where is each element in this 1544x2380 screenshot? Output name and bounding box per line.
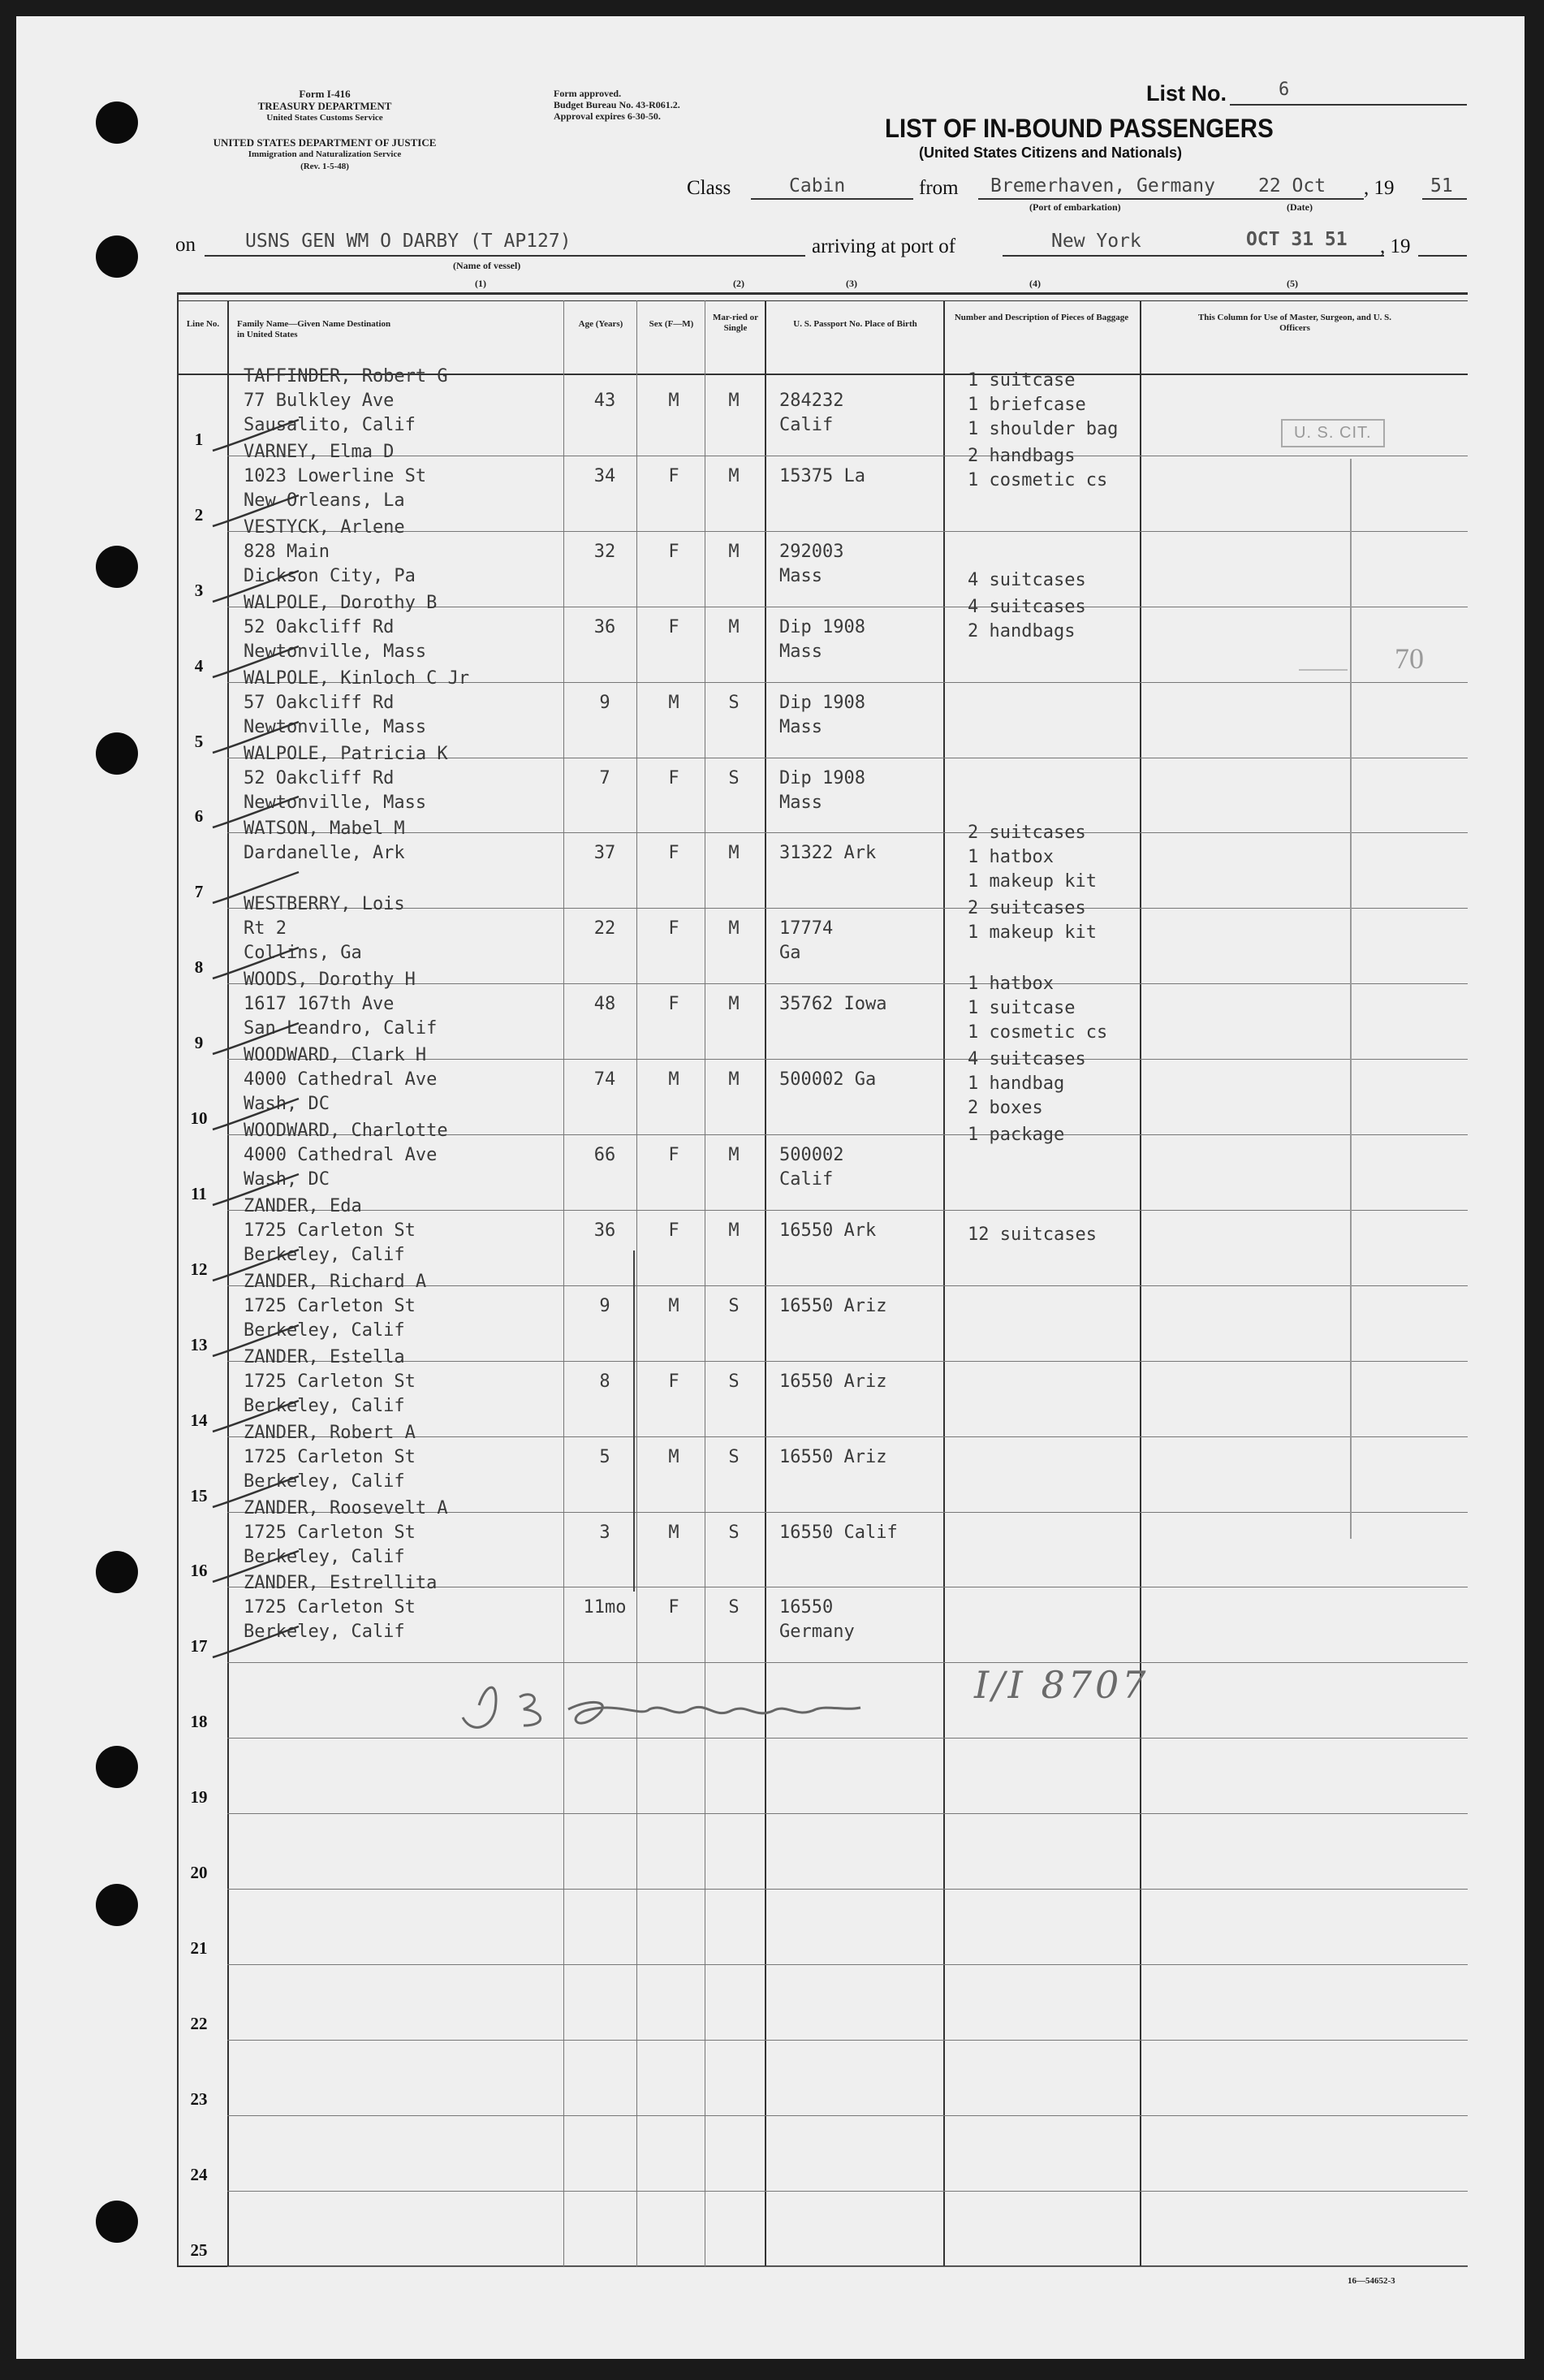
row-divider (227, 2040, 1468, 2041)
line-number: 13 (190, 1334, 208, 1354)
passport-number: 35762 Iowa (779, 994, 887, 1015)
passport-number: Dip 1908 (779, 767, 865, 788)
destination-city: Berkeley, Calif (244, 1244, 405, 1265)
age: 9 (599, 692, 610, 713)
destination-city: Berkeley, Calif (244, 1622, 405, 1643)
line-number: 24 (190, 2164, 208, 2184)
marital-status: S (728, 1371, 740, 1392)
place-of-birth: Mass (779, 565, 822, 586)
passport-number: 16550 Calif (779, 1522, 898, 1543)
sex: M (668, 692, 679, 713)
baggage-item: 2 suitcases (968, 898, 1086, 919)
col-header-sex: Sex (F—M) (649, 319, 694, 329)
passenger-name: ZANDER, Estrellita (244, 1573, 438, 1594)
line-number: 10 (190, 1108, 208, 1128)
underline (751, 198, 913, 200)
place-of-birth: Ga (779, 943, 801, 964)
port-of-embarkation: Bremerhaven, Germany (990, 175, 1215, 197)
row-divider (227, 832, 1468, 833)
passport-number: Dip 1908 (779, 692, 865, 713)
line-number: 5 (194, 731, 204, 751)
baggage-item: 4 suitcases (968, 596, 1086, 617)
passenger-name: ZANDER, Estella (244, 1346, 405, 1367)
class-value: Cabin (789, 175, 846, 197)
place-of-birth: Calif (779, 415, 834, 435)
line-number: 18 (190, 1712, 208, 1732)
handwritten-annotation (455, 1661, 1283, 1742)
destination-city: Collins, Ga (244, 943, 362, 964)
passenger-name: VESTYCK, Arlene (244, 516, 405, 538)
destination-address: 1725 Carleton St (244, 1597, 416, 1618)
sex: M (668, 1295, 679, 1316)
sex: F (668, 616, 679, 637)
vessel-name: USNS GEN WM O DARBY (T AP127) (245, 231, 571, 252)
marital-status: M (728, 1069, 740, 1091)
row-divider (227, 908, 1468, 909)
baggage-item: 1 package (968, 1125, 1065, 1145)
destination-city: Wash, DC (244, 1169, 330, 1190)
line-number: 19 (190, 1787, 208, 1808)
line-number: 12 (190, 1259, 208, 1279)
passport-number: 15375 La (779, 465, 865, 486)
place-of-birth: Mass (779, 716, 822, 737)
underline (205, 255, 805, 257)
passenger-name: WALPOLE, Dorothy B (244, 592, 438, 613)
arrival-date-stamp: OCT 31 51 (1246, 229, 1348, 250)
row-divider (227, 2191, 1468, 2192)
destination-city: Berkeley, Calif (244, 1546, 405, 1567)
age: 37 (593, 843, 616, 864)
punch-hole (96, 102, 138, 144)
row-divider (227, 531, 1468, 532)
column-divider (563, 300, 564, 2267)
destination-address: 1617 167th Ave (244, 994, 395, 1015)
customs-service: United States Customs Service (266, 113, 383, 123)
sex: F (668, 1220, 679, 1241)
margin-dash (1299, 669, 1348, 671)
immigration-service: Immigration and Naturalization Service (248, 149, 402, 159)
line-number: 6 (194, 806, 204, 827)
list-no-value: 6 (1279, 80, 1290, 100)
col-header-married: Mar-ried or Single (712, 313, 759, 333)
column-divider (943, 300, 945, 2267)
page-subtitle: (United States Citizens and Nationals) (919, 145, 1183, 161)
column-number: (4) (1029, 278, 1041, 289)
passenger-name: ZANDER, Roosevelt A (244, 1497, 448, 1518)
line-number: 17 (190, 1636, 208, 1656)
destination-address: 4000 Cathedral Ave (244, 1069, 438, 1091)
approval-line: Approval expires 6-30-50. (554, 110, 661, 122)
line-number: 9 (194, 1033, 204, 1053)
sex: F (668, 767, 679, 788)
baggage-item: 2 boxes (968, 1098, 1043, 1119)
marital-status: M (728, 391, 740, 411)
passenger-name: WESTBERRY, Lois (244, 894, 405, 915)
line-number: 23 (190, 2088, 208, 2109)
punch-hole (96, 1551, 138, 1593)
passport-number: 16550 Ariz (779, 1295, 887, 1316)
passport-number: Dip 1908 (779, 616, 865, 637)
underline (1230, 104, 1467, 106)
destination-city: Wash, DC (244, 1094, 330, 1115)
place-of-birth: Mass (779, 792, 822, 813)
place-of-birth: Germany (779, 1622, 855, 1643)
destination-address: 4000 Cathedral Ave (244, 1145, 438, 1165)
marital-status: S (728, 1522, 740, 1543)
passenger-name: TAFFINDER, Robert G (244, 366, 448, 387)
row-divider (227, 1210, 1468, 1211)
approval-line: Form approved. (554, 88, 622, 99)
baggage-item: 1 hatbox (968, 847, 1054, 868)
destination-city: Dickson City, Pa (244, 565, 416, 586)
underline (978, 198, 1254, 200)
baggage-item: 4 suitcases (968, 569, 1086, 590)
passenger-name: ZANDER, Robert A (244, 1422, 416, 1443)
line-number: 15 (190, 1485, 208, 1505)
column-divider (636, 300, 637, 2267)
destination-city: Newtonville, Mass (244, 716, 427, 737)
marital-status: M (728, 616, 740, 637)
table-top-border (177, 292, 1468, 295)
sex: M (668, 1446, 679, 1467)
destination-address: 1725 Carleton St (244, 1220, 416, 1241)
marital-status: S (728, 1295, 740, 1316)
age: 5 (599, 1446, 610, 1467)
sex: M (668, 1522, 679, 1543)
line-number: 1 (194, 429, 204, 449)
form-id: Form I-416 (299, 88, 351, 100)
destination-city: Newtonville, Mass (244, 792, 427, 813)
marital-status: M (728, 1145, 740, 1165)
baggage-item: 1 cosmetic cs (968, 469, 1108, 490)
passenger-name: WALPOLE, Patricia K (244, 743, 448, 764)
sex: M (668, 391, 679, 411)
bracket-mark (633, 1250, 635, 1592)
form-id-block (227, 88, 422, 124)
line-number: 16 (190, 1561, 208, 1581)
line-number: 22 (190, 2013, 208, 2033)
passenger-name: WOODWARD, Charlotte (244, 1121, 448, 1141)
marital-status: S (728, 1597, 740, 1618)
baggage-item: 1 shoulder bag (968, 419, 1119, 439)
passport-number: 292003 (779, 541, 844, 562)
us-cit-stamp: U. S. CIT. (1281, 419, 1385, 447)
passport-number: 16550 Ariz (779, 1446, 887, 1467)
sex: F (668, 1145, 679, 1165)
row-divider (227, 1889, 1468, 1890)
punch-hole (96, 1746, 138, 1788)
underline (1254, 198, 1364, 200)
column-number: (3) (846, 278, 857, 289)
passport-number: 284232 (779, 391, 844, 411)
marital-status: M (728, 541, 740, 562)
sex: F (668, 918, 679, 939)
check-mark (209, 1622, 307, 1662)
underline (1422, 198, 1467, 200)
destination-address: 52 Oakcliff Rd (244, 767, 395, 788)
age: 11mo (583, 1597, 627, 1618)
col-header-officers: This Column for Use of Master, Surgeon, and U. S. Officers (1197, 313, 1392, 333)
justice-dept: UNITED STATES DEPARTMENT OF JUSTICE (213, 136, 437, 149)
destination-city: Berkeley, Calif (244, 1395, 405, 1416)
footer-code: 16—54652-3 (1348, 2276, 1395, 2286)
marital-status: S (728, 692, 740, 713)
line-number: 2 (194, 504, 204, 525)
vessel-caption: (Name of vessel) (453, 260, 521, 271)
baggage-item: 1 hatbox (968, 974, 1054, 995)
place-of-birth: Calif (779, 1169, 834, 1190)
embarkation-date: 22 Oct (1258, 175, 1326, 197)
passenger-name: WATSON, Mabel M (244, 819, 405, 840)
age: 9 (599, 1295, 610, 1316)
destination-address: 1725 Carleton St (244, 1522, 416, 1543)
class-label: Class (687, 177, 731, 199)
baggage-item: 2 handbags (968, 620, 1076, 641)
baggage-item: 1 suitcase (968, 998, 1076, 1019)
row-divider (227, 2115, 1468, 2116)
year2-prefix: , 19 (1380, 235, 1411, 257)
arriving-label: arriving at port of (812, 235, 956, 257)
col-header-name: Family Name—Given Name Destination in United States (237, 319, 391, 339)
age: 34 (593, 465, 616, 486)
destination-address: 1725 Carleton St (244, 1295, 416, 1316)
age: 48 (593, 994, 616, 1015)
revision: (Rev. 1-5-48) (300, 162, 349, 171)
baggage-item: 1 makeup kit (968, 871, 1097, 892)
line-number: 3 (194, 580, 204, 600)
approval-line: Budget Bureau No. 43-R061.2. (554, 99, 680, 110)
destination-address: 828 Main (244, 541, 330, 562)
baggage-item: 1 cosmetic cs (968, 1022, 1108, 1043)
age: 36 (593, 616, 616, 637)
date-caption: (Date) (1287, 201, 1313, 213)
destination-address: 1725 Carleton St (244, 1371, 416, 1392)
sex: F (668, 994, 679, 1015)
row-divider (227, 1964, 1468, 1965)
passport-number: 17774 (779, 918, 834, 939)
marital-status: S (728, 1446, 740, 1467)
line-number: 14 (190, 1410, 208, 1430)
baggage-item: 2 handbags (968, 445, 1076, 466)
handwritten-note: I/I 8707 (974, 1663, 1149, 1707)
on-label: on (175, 234, 196, 256)
passport-number: 16550 (779, 1597, 834, 1618)
age: 32 (593, 541, 616, 562)
marital-status: M (728, 918, 740, 939)
line-number: 11 (191, 1183, 207, 1203)
column-number: (2) (733, 278, 744, 289)
row-divider (227, 1813, 1468, 1814)
col-header-line-no: Line No. (186, 319, 220, 329)
sex: F (668, 843, 679, 864)
age: 36 (593, 1220, 616, 1241)
passport-number: 500002 (779, 1145, 844, 1165)
baggage-item: 4 suitcases (968, 1049, 1086, 1070)
passport-number: 31322 Ark (779, 843, 877, 864)
page-title: LIST OF IN-BOUND PASSENGERS (885, 114, 1274, 143)
passport-number: 16550 Ark (779, 1220, 877, 1241)
punch-hole (96, 546, 138, 588)
age: 74 (593, 1069, 616, 1091)
continuation-mark (1350, 459, 1352, 1539)
passenger-name: VARNEY, Elma D (244, 441, 395, 462)
place-of-birth: Mass (779, 641, 822, 662)
row-divider (227, 2266, 1468, 2267)
row-divider (227, 1361, 1468, 1362)
punch-hole (96, 732, 138, 775)
punch-hole (96, 1884, 138, 1926)
marital-status: S (728, 767, 740, 788)
marital-status: M (728, 843, 740, 864)
destination-address: Rt 2 (244, 918, 287, 939)
age: 22 (593, 918, 616, 939)
baggage-item: 2 suitcases (968, 823, 1086, 844)
punch-hole (96, 235, 138, 278)
document-page (16, 16, 1525, 2359)
baggage-item: 1 briefcase (968, 395, 1086, 415)
sex: M (668, 1069, 679, 1091)
line-number: 4 (194, 655, 204, 676)
destination-address: 57 Oakcliff Rd (244, 692, 395, 713)
col-header-age: Age (Years) (578, 319, 623, 329)
baggage-item: 12 suitcases (968, 1224, 1097, 1245)
passport-number: 500002 Ga (779, 1069, 877, 1091)
port-caption: (Port of embarkation) (1029, 201, 1121, 213)
line-number: 20 (190, 1863, 208, 1882)
sex: F (668, 1597, 679, 1618)
age: 3 (599, 1522, 610, 1543)
destination-city: Sausalito, Calif (244, 415, 416, 435)
line-number: 8 (194, 957, 204, 978)
margin-number: 70 (1395, 642, 1424, 675)
from-label: from (919, 177, 959, 199)
treasury-dept: TREASURY DEPARTMENT (257, 100, 392, 112)
column-number: (1) (475, 278, 486, 289)
age: 43 (593, 391, 616, 411)
line-number: 7 (194, 882, 204, 902)
list-no-label: List No. (1146, 81, 1227, 106)
table-top-border (177, 300, 1468, 301)
underline (1003, 255, 1384, 257)
year-prefix: , 19 (1364, 177, 1395, 199)
destination-address: Dardanelle, Ark (244, 843, 405, 864)
baggage-item: 1 suitcase (968, 370, 1076, 391)
column-number: (5) (1287, 278, 1298, 289)
marital-status: M (728, 465, 740, 486)
sex: F (668, 1371, 679, 1392)
destination-city: Berkeley, Calif (244, 1471, 405, 1492)
destination-address: 52 Oakcliff Rd (244, 616, 395, 637)
passenger-name: WOODS, Dorothy H (244, 970, 416, 991)
sex: F (668, 541, 679, 562)
column-divider (1140, 300, 1141, 2267)
marital-status: M (728, 994, 740, 1015)
sex: F (668, 465, 679, 486)
passenger-name: WOODWARD, Clark H (244, 1045, 427, 1066)
passenger-name: ZANDER, Eda (244, 1195, 362, 1216)
age: 66 (593, 1145, 616, 1165)
destination-address: 1023 Lowerline St (244, 465, 427, 486)
passenger-name: ZANDER, Richard A (244, 1271, 427, 1292)
age: 8 (599, 1371, 610, 1392)
year-value: 51 (1430, 175, 1453, 197)
underline (1418, 255, 1467, 257)
destination-address: 77 Bulkley Ave (244, 391, 395, 411)
arrival-port: New York (1051, 231, 1141, 252)
destination-city: Newtonville, Mass (244, 641, 427, 662)
passport-number: 16550 Ariz (779, 1371, 887, 1392)
col-header-passport: U. S. Passport No. Place of Birth (793, 319, 917, 329)
line-number: 21 (190, 1937, 208, 1958)
destination-address: 1725 Carleton St (244, 1446, 416, 1467)
age: 7 (599, 767, 610, 788)
punch-hole (96, 2201, 138, 2243)
passenger-name: WALPOLE, Kinloch C Jr (244, 667, 470, 689)
line-number: 25 (190, 2240, 208, 2260)
col-header-baggage: Number and Description of Pieces of Baggage (954, 313, 1129, 322)
approval-block (554, 88, 680, 122)
destination-city: New Orleans, La (244, 490, 405, 511)
justice-block (179, 136, 471, 173)
marital-status: M (728, 1220, 740, 1241)
destination-city: Berkeley, Calif (244, 1320, 405, 1341)
destination-city: San Leandro, Calif (244, 1018, 438, 1039)
baggage-item: 1 makeup kit (968, 922, 1097, 944)
column-divider (765, 300, 766, 2267)
baggage-item: 1 handbag (968, 1073, 1065, 1095)
